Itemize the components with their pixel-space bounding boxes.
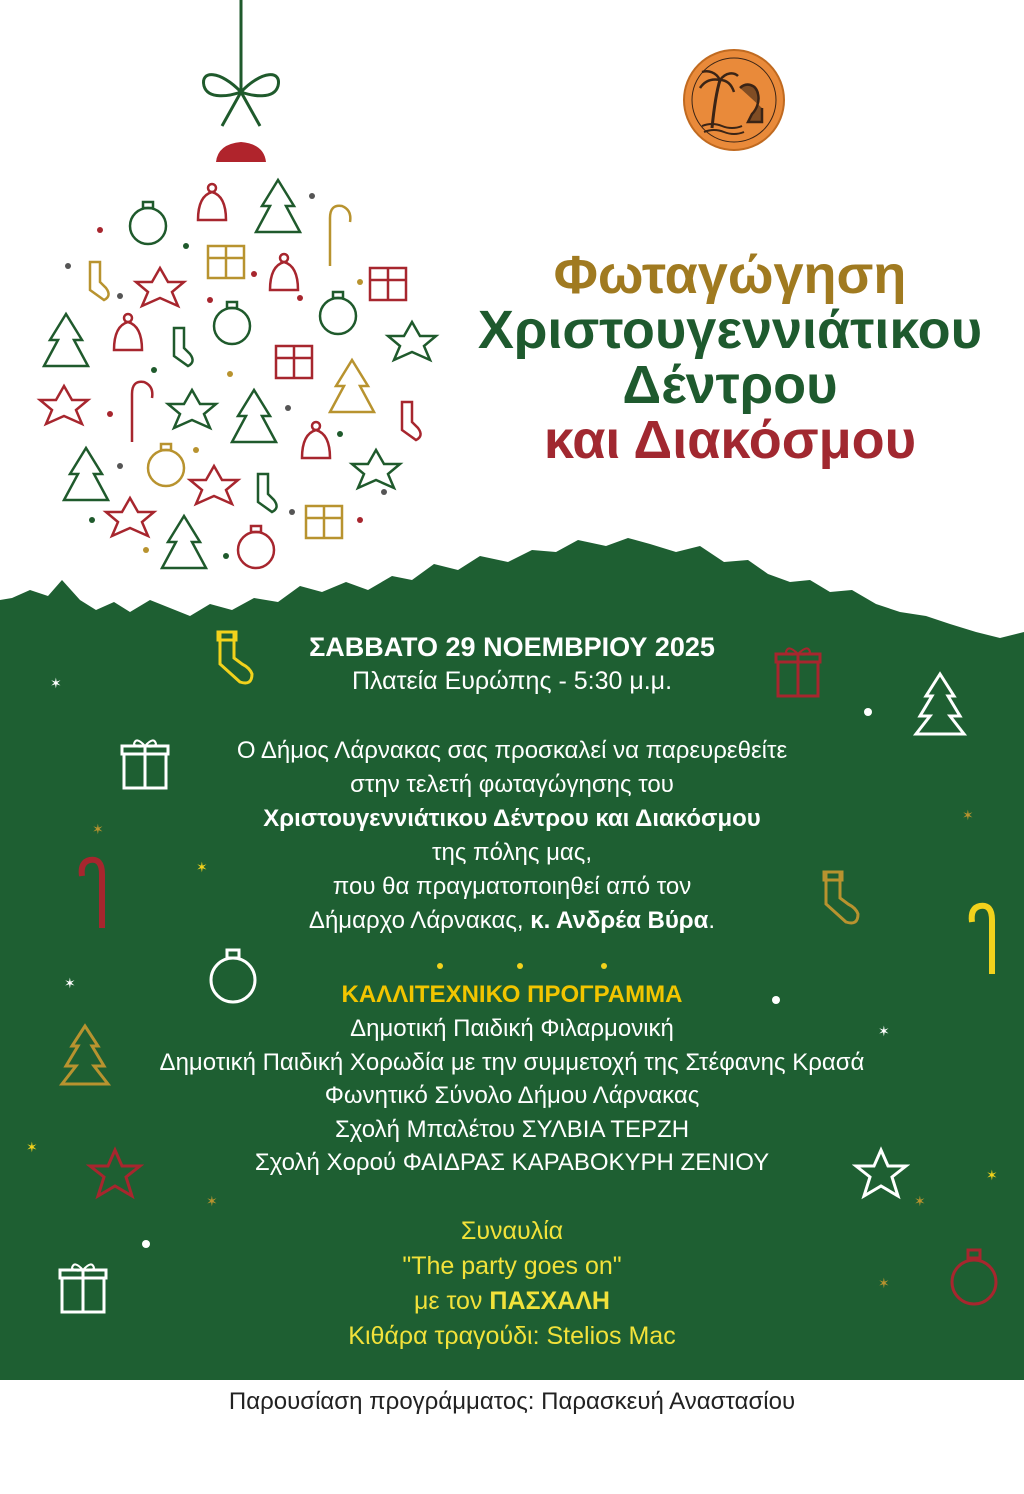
program-item: Δημοτική Παιδική Φιλαρμονική (350, 1015, 674, 1042)
title-line-2: Χριστουγεννιάτικου (477, 300, 983, 361)
program-item: Σχολή Χορού ΦΑΙΔΡΑΣ ΚΑΡΑΒΟΚΥΡΗ ΖΕΝΙΟΥ (254, 1149, 770, 1177)
event-place-time: Πλατεία Ευρώπης - 5:30 μ.μ. (351, 667, 673, 695)
concert-line-2: "The party goes on" (402, 1251, 622, 1280)
invitation-line-4: της πόλης μας, (431, 839, 593, 866)
municipality-logo (682, 48, 786, 152)
concert-line-3 (0, 1284, 1024, 1319)
concert-line-1: Συναυλία (460, 1216, 564, 1245)
separator-dots (0, 938, 1024, 978)
event-title (430, 245, 1024, 471)
presenter-footer: Παρουσίαση προγράμματος: Παρασκευή Αναστασίου (228, 1388, 796, 1415)
title-line-1: Φωταγώγηση (553, 245, 907, 305)
svg-text:✶: ✶ (914, 1194, 926, 1210)
invitation-line-3: Χριστουγεννιάτικου Δέντρου και Διακόσμου (263, 805, 761, 832)
invitation-line-2: στην τελετή φωταγώγησης του (350, 771, 674, 798)
event-date: ΣΑΒΒΑΤΟ 29 ΝΟΕΜΒΡΙΟΥ 2025 (309, 632, 715, 662)
performer-name: ΠΑΣΧΑΛΗ (489, 1286, 610, 1315)
title-line-4: και Διακόσμου (543, 410, 917, 471)
invitation-line-5: που θα πραγματοποιηθεί από τον (332, 873, 692, 900)
program-item: Σχολή Μπαλέτου ΣΥΛΒΙΑ ΤΕΡΖΗ (334, 1115, 690, 1143)
svg-text:✶: ✶ (64, 976, 76, 992)
event-details (0, 630, 1024, 1354)
invitation-line-1: Ο Δήμος Λάρνακας σας προσκαλεί να παρευρεθείτε (236, 737, 788, 764)
invitation-line-6-prefix: Δήμαρχο Λάρνακας, (308, 907, 531, 934)
svg-text:✶: ✶ (962, 808, 974, 824)
svg-text:✶: ✶ (50, 676, 62, 692)
mayor-name: κ. Ανδρέα Βύρα (530, 907, 709, 934)
svg-text:✶: ✶ (878, 1276, 890, 1292)
invitation-line-6 (0, 904, 1024, 938)
svg-text:✶: ✶ (26, 1140, 38, 1156)
invitation-line-6-suffix: . (708, 907, 716, 934)
program-item: Δημοτική Παιδική Χορωδία με την συμμετοχή της Στέφανης Κρασά (159, 1048, 865, 1076)
program-item: Φωνητικό Σύνολο Δήμου Λάρνακας (324, 1082, 700, 1110)
concert-line-3-prefix: με τον (414, 1286, 490, 1315)
svg-text:✶: ✶ (878, 1024, 890, 1040)
program-heading: ΚΑΛΛΙΤΕΧΝΙΚΟ ΠΡΟΓΡΑΜΜΑ (341, 981, 683, 1008)
svg-text:✶: ✶ (92, 822, 104, 838)
christmas-ornament-illustration (0, 0, 480, 600)
svg-text:✶: ✶ (196, 860, 208, 876)
title-line-3: Δέντρου (622, 355, 838, 416)
svg-text:✶: ✶ (206, 1194, 218, 1210)
concert-line-4: Κιθάρα τραγούδι: Stelios Mac (348, 1321, 676, 1350)
svg-text:✶: ✶ (986, 1168, 998, 1184)
